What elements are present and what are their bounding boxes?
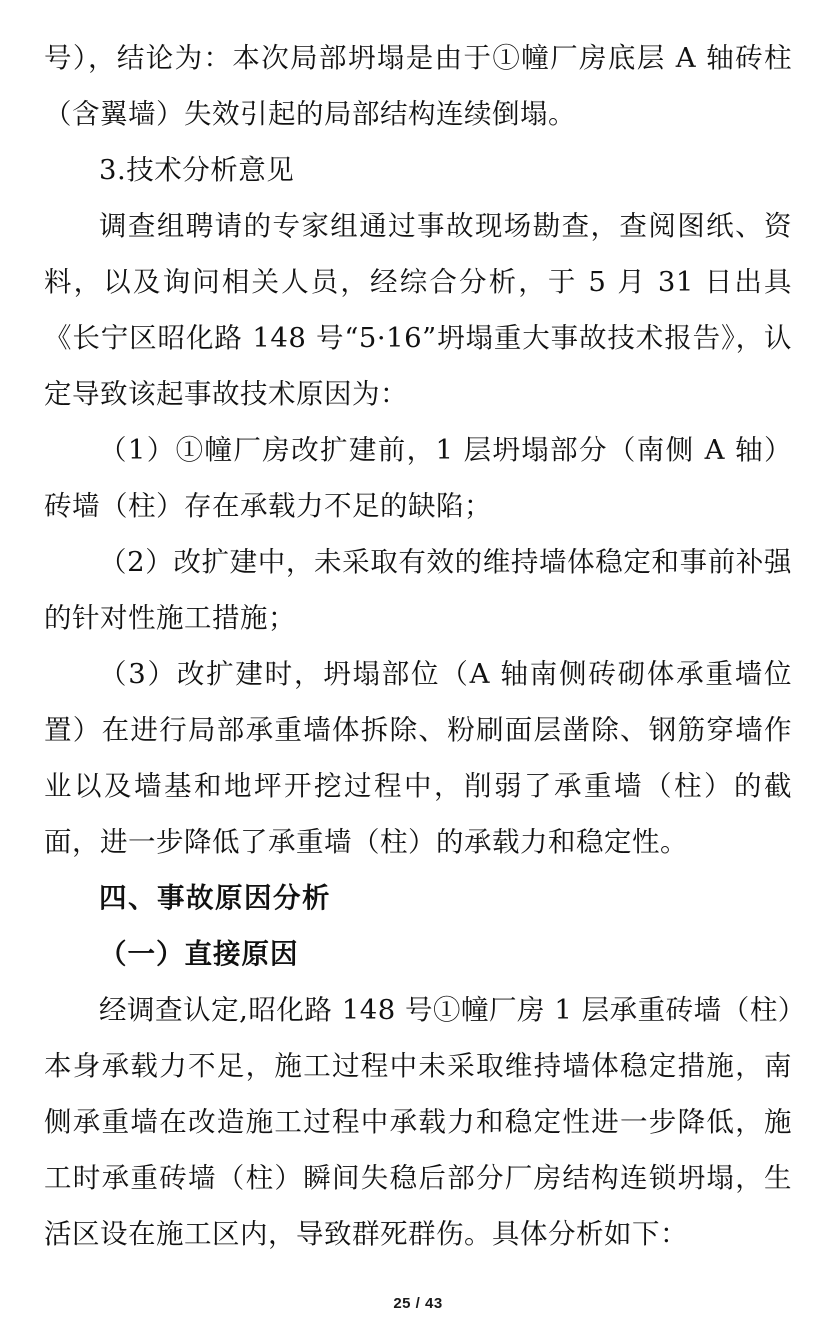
document-body bbox=[44, 30, 792, 1262]
page-number-indicator: 25 / 43 bbox=[393, 1295, 443, 1312]
paragraph-cause-2: （2）改扩建中，未采取有效的维持墙体稳定和事前补强的针对性施工措施； bbox=[44, 546, 792, 634]
heading-section-4: 四、事故原因分析 bbox=[99, 882, 331, 914]
paragraph-expert-investigation: 调查组聘请的专家组通过事故现场勘查，查阅图纸、资料，以及询问相关人员，经综合分析，于 5 月 31 日出具《长宁区昭化路 148 号“5·16”坍塌重大事故技术报告》，认定导致该起事故技术原因为： bbox=[44, 210, 792, 410]
heading-subsection-1: （一）直接原因 bbox=[99, 938, 299, 970]
paragraph-conclusion-continued: 号），结论为：本次局部坍塌是由于①幢厂房底层 A 轴砖柱（含翼墙）失效引起的局部结构连续倒塌。 bbox=[44, 42, 792, 130]
paragraph-direct-cause: 经调查认定,昭化路 148 号①幢厂房 1 层承重砖墙（柱）本身承载力不足，施工过程中未采取维持墙体稳定措施，南侧承重墙在改造施工过程中承载力和稳定性进一步降低，施工时承重砖墙（柱）瞬间失稳后部分厂房结构连锁坍塌，生活区设在施工区内，导致群死群伤。具体分析如下： bbox=[44, 994, 792, 1250]
paragraph-cause-3: （3）改扩建时，坍塌部位（A 轴南侧砖砌体承重墙位置）在进行局部承重墙体拆除、粉刷面层凿除、钢筋穿墙作业以及墙基和地坪开挖过程中，削弱了承重墙（柱）的截面，进一步降低了承重墙（柱）的承载力和稳定性。 bbox=[44, 658, 792, 858]
paragraph-cause-1: （1）①幢厂房改扩建前，1 层坍塌部分（南侧 A 轴）砖墙（柱）存在承载力不足的缺陷； bbox=[44, 434, 792, 522]
paragraph-section-3-title: 3.技术分析意见 bbox=[99, 154, 295, 186]
